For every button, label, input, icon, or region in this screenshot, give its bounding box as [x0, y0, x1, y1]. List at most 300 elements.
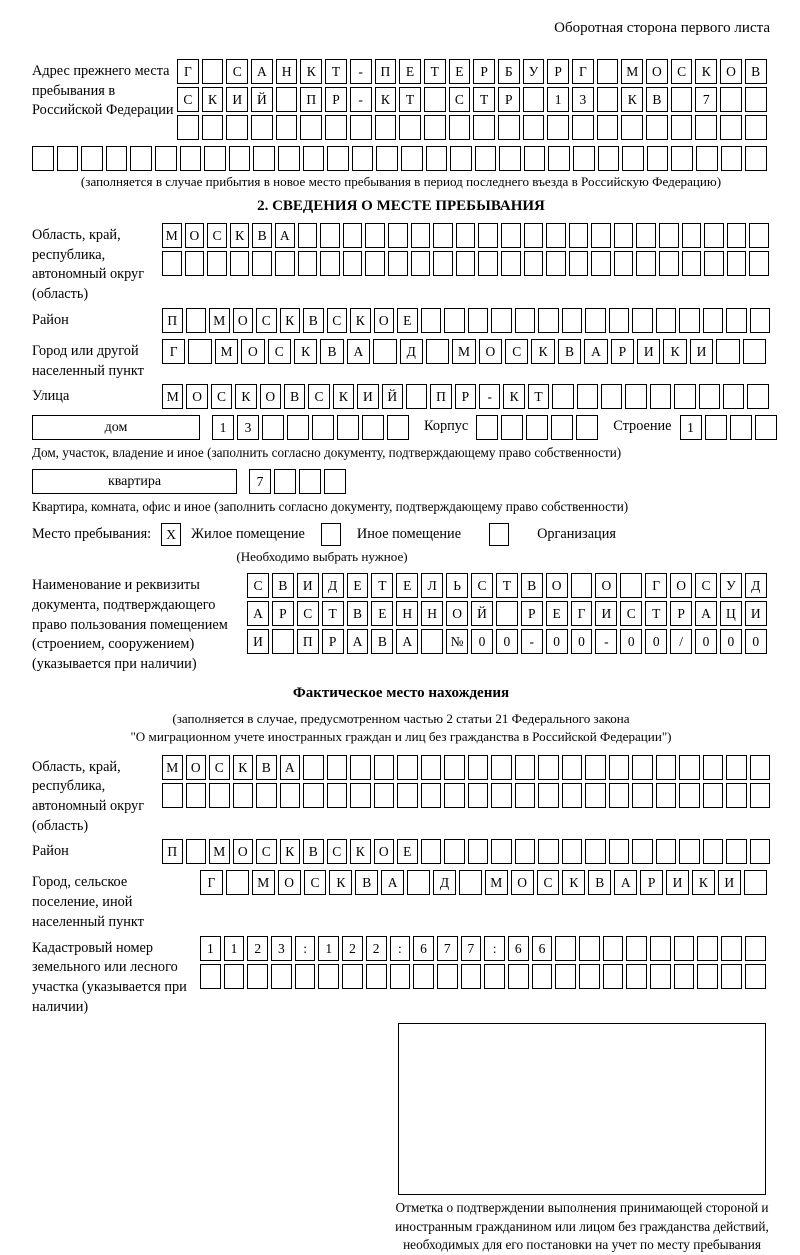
char-box[interactable]	[745, 115, 767, 140]
char-box[interactable]	[726, 783, 747, 808]
char-box[interactable]: А	[275, 223, 295, 248]
char-box[interactable]: 0	[471, 629, 493, 654]
char-box[interactable]: 6	[532, 936, 553, 961]
char-box[interactable]: 2	[342, 936, 363, 961]
char-box[interactable]: К	[294, 339, 317, 364]
char-box[interactable]	[433, 251, 453, 276]
char-box[interactable]: Р	[670, 601, 692, 626]
char-box[interactable]: К	[280, 839, 301, 864]
char-box[interactable]: Т	[496, 573, 518, 598]
char-box[interactable]: М	[209, 839, 230, 864]
char-box[interactable]: К	[695, 59, 717, 84]
char-box[interactable]: С	[211, 384, 232, 409]
char-box[interactable]	[703, 308, 724, 333]
char-box[interactable]	[601, 384, 622, 409]
char-box[interactable]: О	[720, 59, 742, 84]
char-box[interactable]	[636, 251, 656, 276]
char-box[interactable]: К	[230, 223, 250, 248]
char-box[interactable]	[350, 115, 372, 140]
char-box[interactable]: С	[327, 308, 348, 333]
char-box[interactable]	[555, 936, 576, 961]
char-box[interactable]: С	[308, 384, 329, 409]
char-box[interactable]: О	[233, 308, 254, 333]
char-box[interactable]	[650, 936, 671, 961]
char-box[interactable]	[468, 783, 489, 808]
char-box[interactable]: М	[162, 384, 183, 409]
char-box[interactable]	[343, 223, 363, 248]
char-box[interactable]: С	[327, 839, 348, 864]
char-box[interactable]: 3	[572, 87, 594, 112]
char-box[interactable]: Р	[547, 59, 569, 84]
char-box[interactable]	[579, 936, 600, 961]
char-box[interactable]	[656, 308, 677, 333]
char-box[interactable]	[271, 964, 292, 989]
char-box[interactable]	[411, 251, 431, 276]
char-box[interactable]	[251, 115, 273, 140]
char-box[interactable]	[727, 223, 747, 248]
char-box[interactable]	[679, 839, 700, 864]
char-box[interactable]	[656, 755, 677, 780]
char-box[interactable]: С	[620, 601, 642, 626]
char-box[interactable]	[298, 251, 318, 276]
char-box[interactable]: 0	[695, 629, 717, 654]
char-box[interactable]	[697, 936, 718, 961]
char-box[interactable]: С	[297, 601, 319, 626]
char-box[interactable]: А	[695, 601, 717, 626]
char-box[interactable]: С	[695, 573, 717, 598]
char-box[interactable]	[276, 87, 298, 112]
char-box[interactable]: С	[256, 308, 277, 333]
char-box[interactable]	[659, 223, 679, 248]
char-box[interactable]	[515, 755, 536, 780]
char-box[interactable]	[491, 839, 512, 864]
char-box[interactable]: П	[162, 839, 183, 864]
char-box[interactable]	[276, 115, 298, 140]
char-box[interactable]: И	[357, 384, 378, 409]
char-box[interactable]	[475, 146, 497, 171]
char-box[interactable]: №	[446, 629, 468, 654]
char-box[interactable]: О	[595, 573, 617, 598]
char-box[interactable]: Е	[396, 573, 418, 598]
char-box[interactable]: О	[646, 59, 668, 84]
char-box[interactable]	[750, 783, 771, 808]
char-box[interactable]: П	[375, 59, 397, 84]
char-box[interactable]	[632, 755, 653, 780]
char-box[interactable]	[576, 415, 598, 440]
char-box[interactable]: Г	[645, 573, 667, 598]
char-box[interactable]: С	[505, 339, 528, 364]
char-box[interactable]	[523, 115, 545, 140]
char-box[interactable]	[155, 146, 177, 171]
char-box[interactable]	[468, 755, 489, 780]
char-box[interactable]	[295, 964, 316, 989]
char-box[interactable]: П	[300, 87, 322, 112]
char-box[interactable]: И	[666, 870, 689, 895]
char-box[interactable]: Р	[521, 601, 543, 626]
char-box[interactable]: К	[503, 384, 524, 409]
char-box[interactable]	[327, 783, 348, 808]
char-box[interactable]: Р	[498, 87, 520, 112]
char-box[interactable]	[632, 839, 653, 864]
char-box[interactable]	[262, 415, 284, 440]
char-box[interactable]	[745, 964, 766, 989]
char-box[interactable]	[585, 308, 606, 333]
char-box[interactable]: О	[374, 839, 395, 864]
char-box[interactable]	[647, 146, 669, 171]
char-box[interactable]: Д	[433, 870, 456, 895]
char-box[interactable]	[671, 146, 693, 171]
char-box[interactable]	[350, 755, 371, 780]
char-box[interactable]	[390, 964, 411, 989]
char-box[interactable]: Е	[449, 59, 471, 84]
char-box[interactable]: 1	[547, 87, 569, 112]
char-box[interactable]: С	[256, 839, 277, 864]
char-box[interactable]	[318, 964, 339, 989]
char-box[interactable]	[226, 870, 249, 895]
char-box[interactable]	[224, 964, 245, 989]
char-box[interactable]: Т	[528, 384, 549, 409]
char-box[interactable]: Н	[396, 601, 418, 626]
char-box[interactable]: В	[256, 755, 277, 780]
char-box[interactable]: 0	[496, 629, 518, 654]
char-box[interactable]	[682, 251, 702, 276]
char-box[interactable]	[496, 601, 518, 626]
char-box[interactable]	[374, 755, 395, 780]
char-box[interactable]	[186, 783, 207, 808]
char-box[interactable]: 6	[508, 936, 529, 961]
char-box[interactable]	[202, 115, 224, 140]
char-box[interactable]	[562, 839, 583, 864]
char-box[interactable]: А	[247, 601, 269, 626]
char-box[interactable]: Е	[546, 601, 568, 626]
char-box[interactable]: Ц	[720, 601, 742, 626]
char-box[interactable]: С	[207, 223, 227, 248]
char-box[interactable]	[515, 308, 536, 333]
char-box[interactable]	[730, 415, 752, 440]
char-box[interactable]	[750, 839, 771, 864]
char-box[interactable]: 1	[212, 415, 234, 440]
checkbox-residential[interactable]: X	[161, 523, 181, 546]
char-box[interactable]	[247, 964, 268, 989]
char-box[interactable]	[749, 251, 769, 276]
char-box[interactable]	[727, 251, 747, 276]
char-box[interactable]	[388, 223, 408, 248]
char-box[interactable]	[362, 415, 384, 440]
char-box[interactable]: С	[449, 87, 471, 112]
char-box[interactable]	[562, 783, 583, 808]
char-box[interactable]	[591, 223, 611, 248]
char-box[interactable]: О	[278, 870, 301, 895]
char-box[interactable]	[303, 755, 324, 780]
char-box[interactable]	[609, 783, 630, 808]
char-box[interactable]: :	[295, 936, 316, 961]
char-box[interactable]	[376, 146, 398, 171]
char-box[interactable]	[81, 146, 103, 171]
char-box[interactable]	[406, 384, 427, 409]
char-box[interactable]	[444, 839, 465, 864]
char-box[interactable]	[674, 964, 695, 989]
char-box[interactable]	[597, 87, 619, 112]
char-box[interactable]: С	[268, 339, 291, 364]
char-box[interactable]	[473, 115, 495, 140]
char-box[interactable]	[162, 251, 182, 276]
char-box[interactable]: А	[251, 59, 273, 84]
char-box[interactable]: -	[479, 384, 500, 409]
char-box[interactable]	[373, 339, 396, 364]
char-box[interactable]	[274, 469, 296, 494]
char-box[interactable]: Р	[455, 384, 476, 409]
char-box[interactable]: В	[320, 339, 343, 364]
char-box[interactable]: П	[430, 384, 451, 409]
char-box[interactable]	[646, 115, 668, 140]
char-box[interactable]	[551, 415, 573, 440]
char-box[interactable]	[705, 415, 727, 440]
char-box[interactable]	[650, 964, 671, 989]
char-box[interactable]	[508, 964, 529, 989]
char-box[interactable]	[650, 384, 671, 409]
char-box[interactable]	[478, 223, 498, 248]
char-box[interactable]: М	[215, 339, 238, 364]
char-box[interactable]: А	[396, 629, 418, 654]
char-box[interactable]	[569, 223, 589, 248]
char-box[interactable]: Т	[371, 573, 393, 598]
char-box[interactable]: 7	[461, 936, 482, 961]
char-box[interactable]	[421, 308, 442, 333]
char-box[interactable]	[585, 783, 606, 808]
char-box[interactable]	[750, 308, 771, 333]
char-box[interactable]: -	[350, 59, 372, 84]
char-box[interactable]: 0	[720, 629, 742, 654]
char-box[interactable]	[327, 146, 349, 171]
char-box[interactable]	[614, 251, 634, 276]
char-box[interactable]: П	[162, 308, 183, 333]
char-box[interactable]: О	[185, 223, 205, 248]
char-box[interactable]	[401, 146, 423, 171]
char-box[interactable]	[745, 146, 767, 171]
char-box[interactable]: 3	[237, 415, 259, 440]
char-box[interactable]: -	[521, 629, 543, 654]
char-box[interactable]	[272, 629, 294, 654]
char-box[interactable]: О	[186, 755, 207, 780]
char-box[interactable]: И	[247, 629, 269, 654]
char-box[interactable]	[577, 384, 598, 409]
char-box[interactable]	[546, 251, 566, 276]
char-box[interactable]: О	[670, 573, 692, 598]
char-box[interactable]	[437, 964, 458, 989]
char-box[interactable]: 2	[247, 936, 268, 961]
char-box[interactable]: И	[297, 573, 319, 598]
char-box[interactable]: К	[300, 59, 322, 84]
char-box[interactable]	[704, 251, 724, 276]
char-box[interactable]	[526, 415, 548, 440]
char-box[interactable]	[202, 59, 224, 84]
char-box[interactable]	[233, 783, 254, 808]
char-box[interactable]	[444, 308, 465, 333]
char-box[interactable]	[300, 115, 322, 140]
char-box[interactable]: С	[177, 87, 199, 112]
char-box[interactable]	[603, 964, 624, 989]
char-box[interactable]	[744, 870, 767, 895]
char-box[interactable]	[696, 146, 718, 171]
char-box[interactable]: М	[485, 870, 508, 895]
char-box[interactable]: А	[584, 339, 607, 364]
char-box[interactable]	[674, 936, 695, 961]
char-box[interactable]	[229, 146, 251, 171]
char-box[interactable]	[538, 839, 559, 864]
char-box[interactable]: К	[621, 87, 643, 112]
char-box[interactable]	[656, 839, 677, 864]
char-box[interactable]: И	[595, 601, 617, 626]
char-box[interactable]	[298, 223, 318, 248]
char-box[interactable]: С	[471, 573, 493, 598]
char-box[interactable]	[204, 146, 226, 171]
checkbox-other-premises[interactable]	[321, 523, 341, 546]
char-box[interactable]	[603, 936, 624, 961]
char-box[interactable]	[679, 755, 700, 780]
char-box[interactable]	[546, 223, 566, 248]
char-box[interactable]: М	[452, 339, 475, 364]
char-box[interactable]	[659, 251, 679, 276]
char-box[interactable]	[320, 223, 340, 248]
char-box[interactable]	[679, 308, 700, 333]
char-box[interactable]	[721, 146, 743, 171]
char-box[interactable]	[226, 115, 248, 140]
char-box[interactable]	[303, 146, 325, 171]
char-box[interactable]: А	[347, 629, 369, 654]
char-box[interactable]	[456, 223, 476, 248]
char-box[interactable]: :	[390, 936, 411, 961]
char-box[interactable]	[585, 839, 606, 864]
char-box[interactable]	[32, 146, 54, 171]
char-box[interactable]: -	[350, 87, 372, 112]
char-box[interactable]: К	[531, 339, 554, 364]
char-box[interactable]	[598, 146, 620, 171]
char-box[interactable]	[501, 415, 523, 440]
char-box[interactable]: М	[621, 59, 643, 84]
char-box[interactable]: О	[233, 839, 254, 864]
char-box[interactable]: С	[304, 870, 327, 895]
char-box[interactable]: А	[280, 755, 301, 780]
char-box[interactable]: И	[637, 339, 660, 364]
char-box[interactable]: Е	[397, 839, 418, 864]
char-box[interactable]: 2	[366, 936, 387, 961]
char-box[interactable]: Г	[572, 59, 594, 84]
char-box[interactable]	[625, 384, 646, 409]
char-box[interactable]: Т	[473, 87, 495, 112]
char-box[interactable]: О	[374, 308, 395, 333]
char-box[interactable]: В	[303, 839, 324, 864]
char-box[interactable]	[303, 783, 324, 808]
char-box[interactable]: Н	[421, 601, 443, 626]
char-box[interactable]: Г	[571, 601, 593, 626]
char-box[interactable]: Т	[399, 87, 421, 112]
char-box[interactable]	[745, 87, 767, 112]
char-box[interactable]: К	[350, 839, 371, 864]
char-box[interactable]	[562, 755, 583, 780]
char-box[interactable]: Р	[325, 87, 347, 112]
char-box[interactable]	[388, 251, 408, 276]
char-box[interactable]: О	[446, 601, 468, 626]
char-box[interactable]	[620, 573, 642, 598]
char-box[interactable]	[180, 146, 202, 171]
char-box[interactable]: /	[670, 629, 692, 654]
char-box[interactable]	[491, 755, 512, 780]
char-box[interactable]	[682, 223, 702, 248]
char-box[interactable]: Б	[498, 59, 520, 84]
char-box[interactable]	[501, 223, 521, 248]
char-box[interactable]	[552, 384, 573, 409]
char-box[interactable]: Е	[399, 59, 421, 84]
char-box[interactable]	[524, 146, 546, 171]
char-box[interactable]	[253, 146, 275, 171]
char-box[interactable]	[609, 755, 630, 780]
char-box[interactable]: С	[209, 755, 230, 780]
char-box[interactable]	[424, 115, 446, 140]
char-box[interactable]	[185, 251, 205, 276]
char-box[interactable]: Д	[322, 573, 344, 598]
char-box[interactable]: К	[329, 870, 352, 895]
char-box[interactable]	[57, 146, 79, 171]
char-box[interactable]: В	[355, 870, 378, 895]
char-box[interactable]	[365, 223, 385, 248]
char-box[interactable]	[499, 146, 521, 171]
char-box[interactable]: Ь	[446, 573, 468, 598]
char-box[interactable]	[699, 384, 720, 409]
char-box[interactable]	[337, 415, 359, 440]
char-box[interactable]	[515, 783, 536, 808]
char-box[interactable]	[413, 964, 434, 989]
char-box[interactable]	[324, 469, 346, 494]
char-box[interactable]: М	[162, 755, 183, 780]
char-box[interactable]	[721, 964, 742, 989]
char-box[interactable]	[387, 415, 409, 440]
char-box[interactable]	[747, 384, 768, 409]
char-box[interactable]	[755, 415, 777, 440]
char-box[interactable]	[366, 964, 387, 989]
char-box[interactable]	[548, 146, 570, 171]
char-box[interactable]: В	[303, 308, 324, 333]
char-box[interactable]: Т	[424, 59, 446, 84]
char-box[interactable]	[230, 251, 250, 276]
char-box[interactable]: А	[381, 870, 404, 895]
char-box[interactable]: В	[347, 601, 369, 626]
char-box[interactable]: У	[523, 59, 545, 84]
char-box[interactable]: 3	[271, 936, 292, 961]
char-box[interactable]	[632, 783, 653, 808]
char-box[interactable]	[275, 251, 295, 276]
char-box[interactable]	[632, 308, 653, 333]
char-box[interactable]: В	[371, 629, 393, 654]
char-box[interactable]: -	[595, 629, 617, 654]
char-box[interactable]	[697, 964, 718, 989]
char-box[interactable]	[720, 87, 742, 112]
char-box[interactable]	[252, 251, 272, 276]
char-box[interactable]	[461, 964, 482, 989]
char-box[interactable]	[501, 251, 521, 276]
char-box[interactable]	[572, 115, 594, 140]
char-box[interactable]: 0	[546, 629, 568, 654]
char-box[interactable]	[523, 87, 545, 112]
char-box[interactable]: О	[186, 384, 207, 409]
char-box[interactable]: И	[226, 87, 248, 112]
char-box[interactable]	[478, 251, 498, 276]
char-box[interactable]	[597, 115, 619, 140]
char-box[interactable]	[421, 629, 443, 654]
char-box[interactable]	[609, 839, 630, 864]
char-box[interactable]	[571, 573, 593, 598]
char-box[interactable]: М	[162, 223, 182, 248]
char-box[interactable]	[444, 755, 465, 780]
